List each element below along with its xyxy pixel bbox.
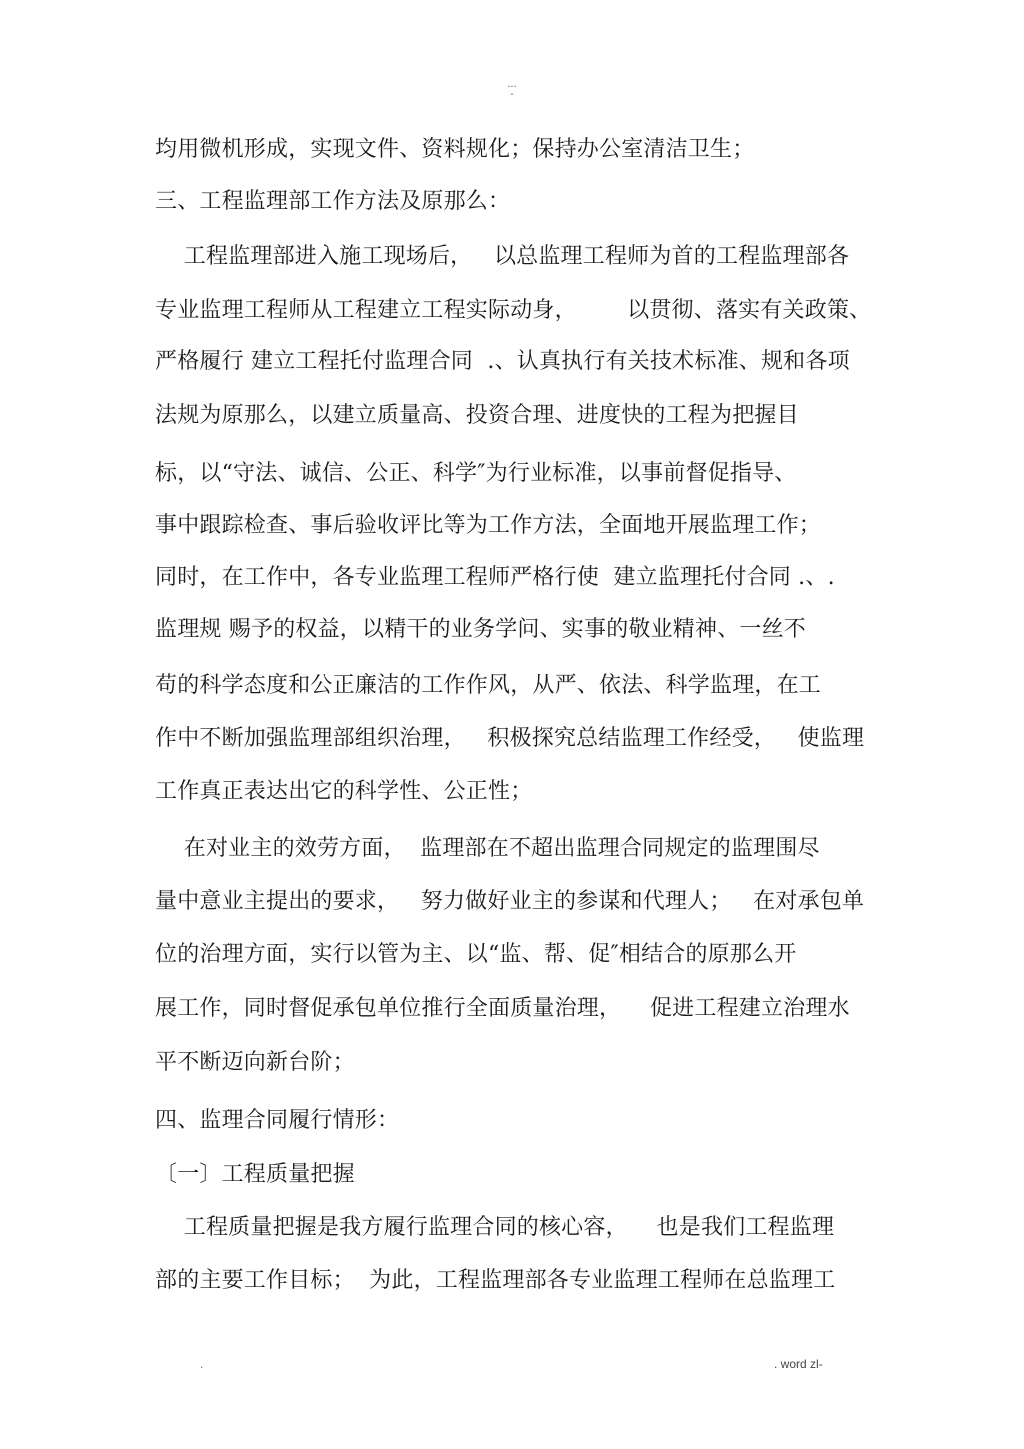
text-line: 展工作，同时督促承包单位推行全面质量治理， 促进工程建立治理水 <box>155 996 850 1021</box>
text-line: 苟的科学态度和公正廉洁的工作作风，从严、依法、科学监理，在工 <box>155 673 822 698</box>
text-line: 监理规 赐予的权益，以精干的业务学问、实事的敬业精神、一丝不 <box>155 617 806 642</box>
text-line: 部的主要工作目标； 为此，工程监理部各专业监理工程师在总监理工 <box>155 1268 836 1293</box>
section-heading-4: 四、监理合同履行情形： <box>155 1108 400 1133</box>
text-line: 专业监理工程师从工程建立工程实际动身， 以贯彻、落实有关政策、 <box>155 298 872 323</box>
text-line: 在对业主的效劳方面， 监理部在不超出监理合同规定的监理围尽 <box>155 836 820 861</box>
section-heading-3: 三、工程监理部工作方法及原那么： <box>155 189 511 214</box>
text-line: 位的治理方面，实行以管为主、以“监、帮、促″相结合的原那么开 <box>155 942 797 967</box>
text-line: 事中跟踪检查、事后验收评比等为工作方法，全面地开展监理工作； <box>155 513 822 538</box>
text-line: 法规为原那么，以建立质量高、投资合理、进度快的工程为把握目 <box>155 403 799 428</box>
page-header-mark <box>505 80 519 100</box>
text-line: 标，以“守法、诚信、公正、科学″为行业标准，以事前督促指导、 <box>155 461 797 486</box>
text-line: 严格履行 建立工程托付监理合同 .、认真执行有关技术标准、规和各项 <box>155 349 850 374</box>
text-line: 同时，在工作中，各专业监理工程师严格行使 建立监理托付合同 .、. <box>155 565 835 590</box>
text-line: 均用微机形成，实现文件、资料规化；保持办公室清洁卫生； <box>155 137 755 162</box>
text-line: 工作真正表达出它的科学性、公正性； <box>155 779 533 804</box>
text-line: 平不断迈向新台阶； <box>155 1050 355 1075</box>
header-mark-bottom: - <box>510 89 514 100</box>
footer-left-mark: . <box>200 1360 204 1371</box>
text-line: 作中不断加强监理部组织治理， 积极探究总结监理工作经受， 使监理 <box>155 726 865 751</box>
footer-watermark-text: . word zl- <box>774 1357 823 1371</box>
text-line: 工程监理部进入施工现场后， 以总监理工程师为首的工程监理部各 <box>155 244 850 269</box>
text-line: 工程质量把握是我方履行监理合同的核心容， 也是我们工程监理 <box>155 1215 835 1240</box>
header-mark-top: ... <box>507 79 517 90</box>
text-line: 量中意业主提出的要求， 努力做好业主的参谋和代理人； 在对承包单 <box>155 889 865 914</box>
subsection-heading-1: 〔一〕工程质量把握 <box>155 1162 355 1187</box>
